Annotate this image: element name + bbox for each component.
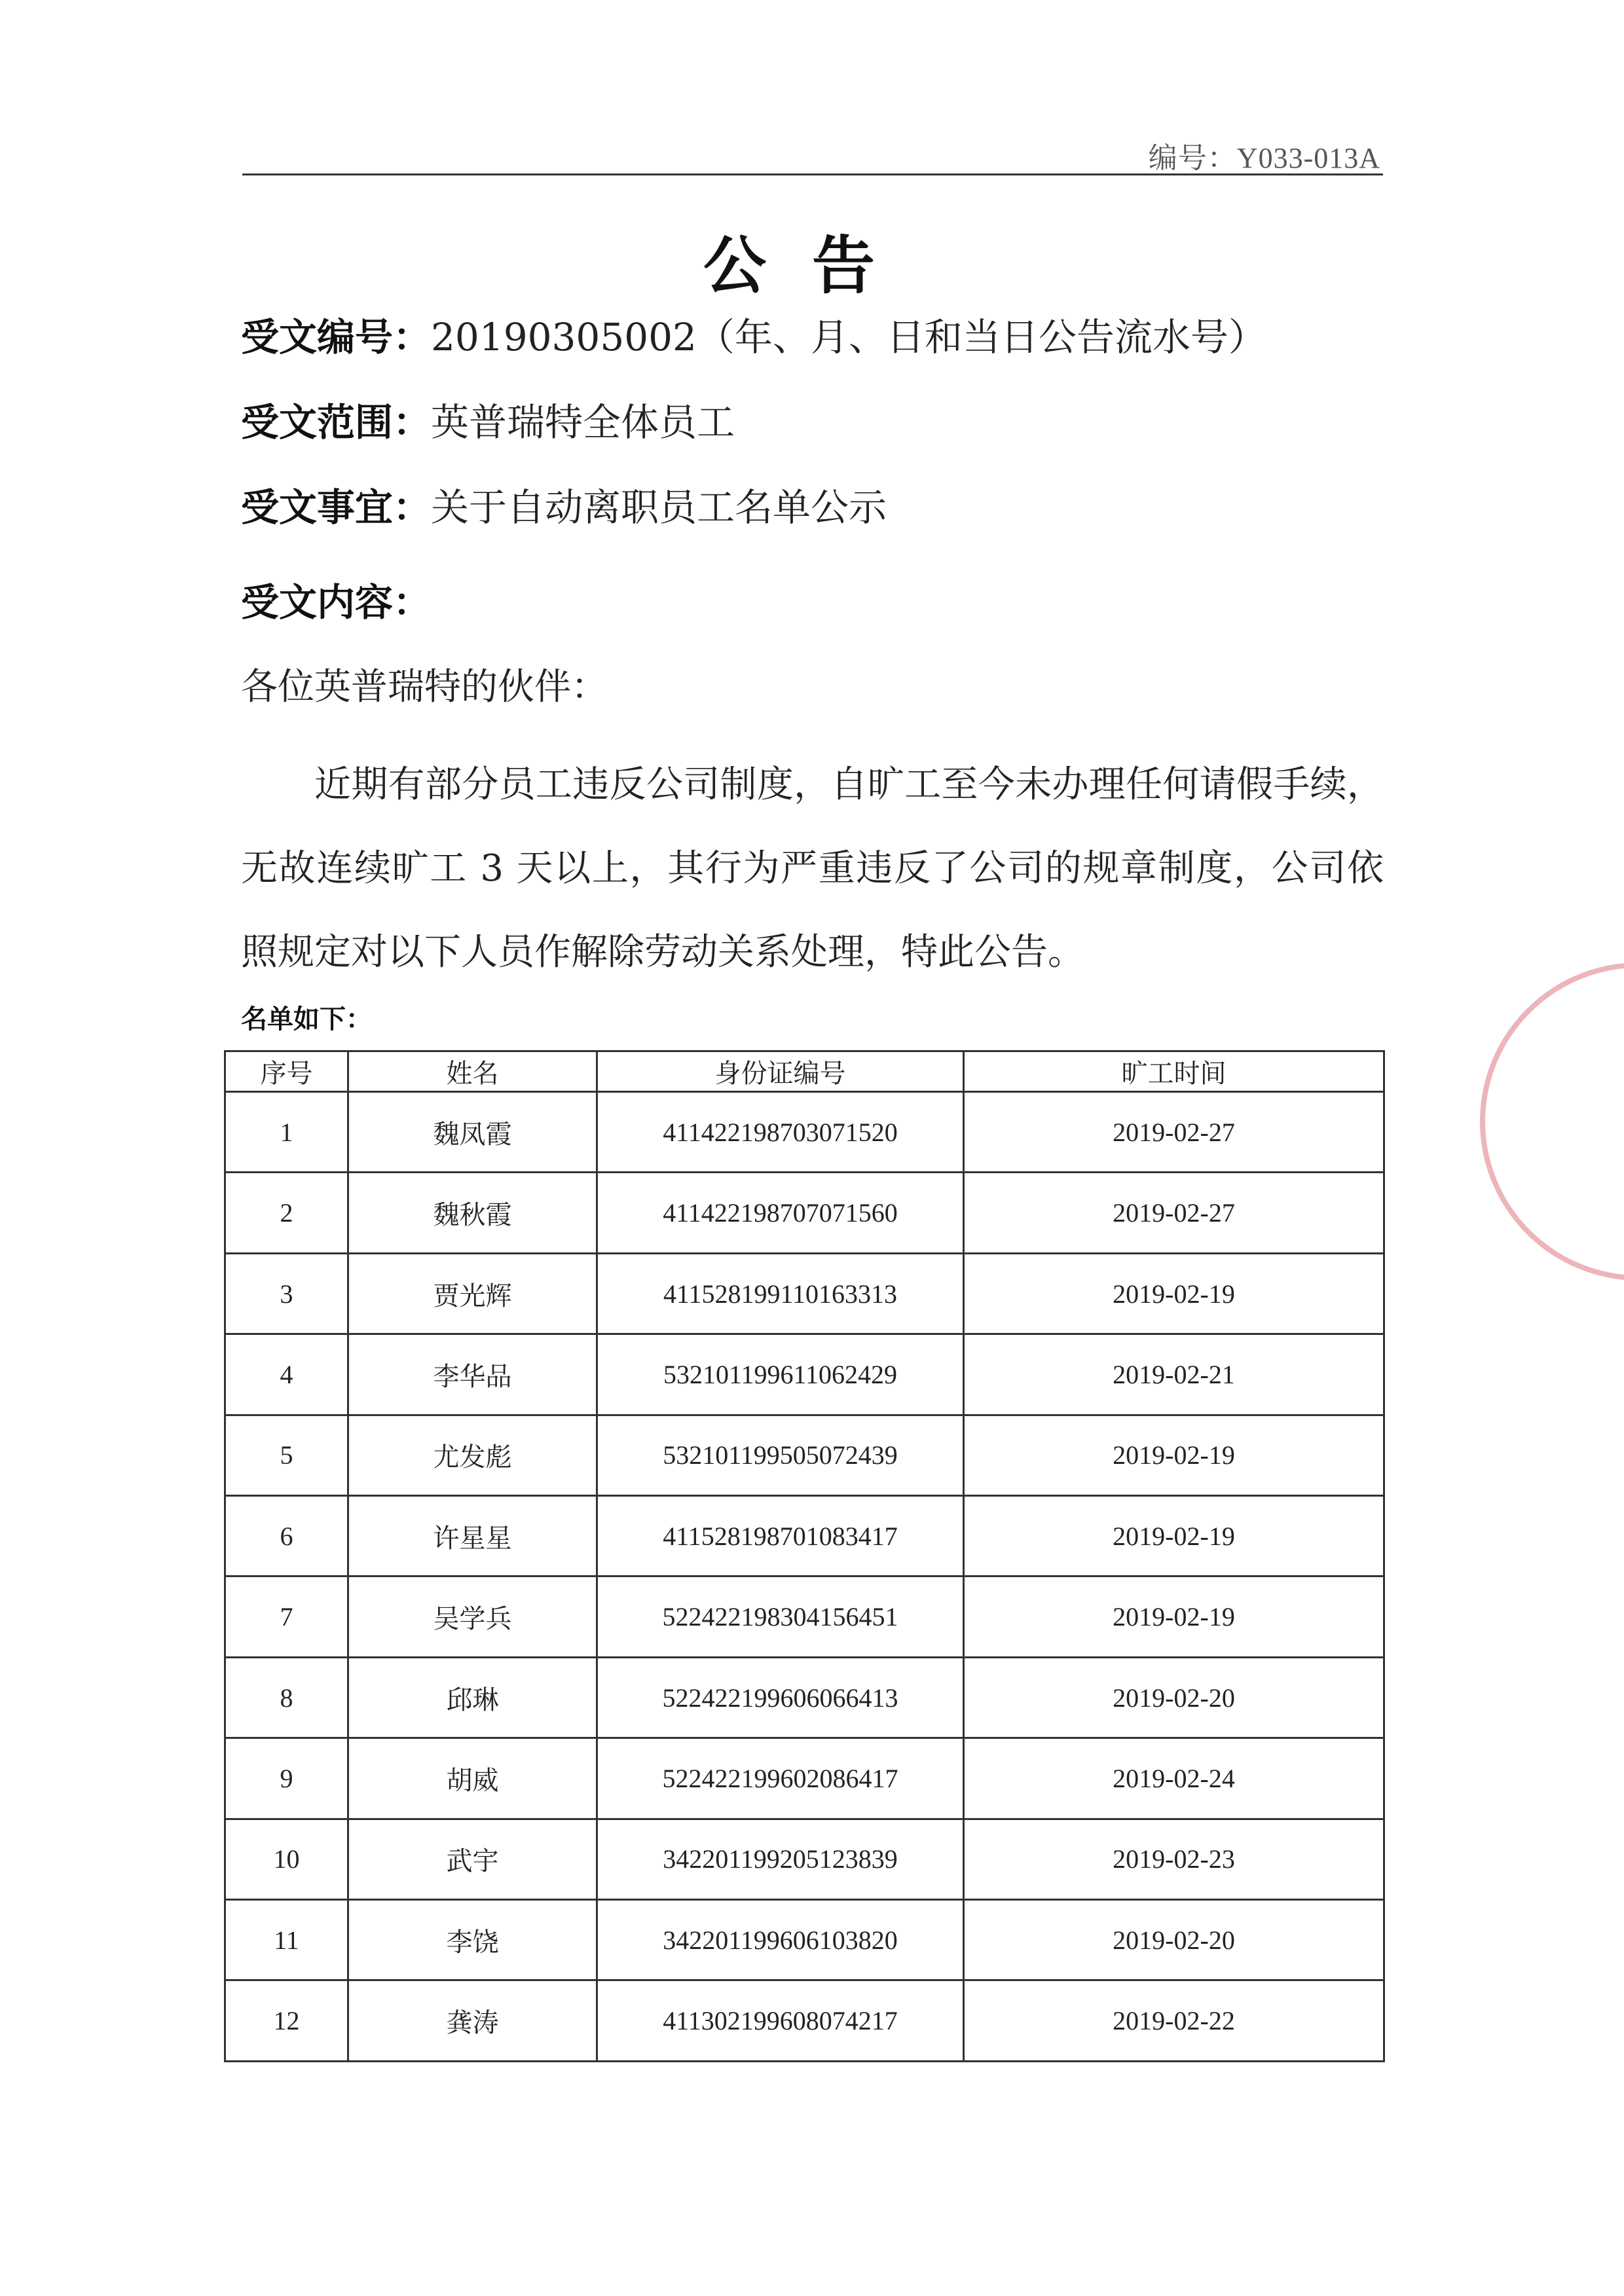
cell-name: 尤发彪 <box>348 1415 597 1495</box>
cell-index: 5 <box>225 1415 348 1495</box>
field-label: 受文内容： <box>241 580 432 625</box>
cell-id-number: 522422199602086417 <box>597 1738 964 1819</box>
cell-id-number: 411422198707071560 <box>597 1173 964 1253</box>
header-index: 序号 <box>225 1051 348 1092</box>
list-caption: 名单如下： <box>241 1004 372 1034</box>
field-label: 受文事宜： <box>241 485 432 530</box>
cell-id-number: 532101199505072439 <box>597 1415 964 1495</box>
field-value: 英普瑞特全体员工 <box>431 400 735 445</box>
cell-index: 6 <box>225 1496 348 1576</box>
cell-absence-date: 2019-02-27 <box>964 1092 1384 1173</box>
cell-index: 11 <box>225 1900 348 1980</box>
cell-id-number: 522422199606066413 <box>597 1657 964 1738</box>
cell-id-number: 411302199608074217 <box>597 1980 964 2062</box>
field-label: 受文编号： <box>241 315 432 359</box>
field-label: 受文范围： <box>241 400 432 445</box>
salutation: 各位英普瑞特的伙伴： <box>241 666 608 708</box>
header-id-number: 身份证编号 <box>597 1051 964 1092</box>
field-value: 20190305002（年、月、日和当日公告流水号） <box>431 315 1266 359</box>
cell-absence-date: 2019-02-27 <box>964 1173 1384 1253</box>
cell-index: 4 <box>225 1334 348 1415</box>
table-row <box>225 1576 1384 1657</box>
cell-id-number: 522422198304156451 <box>597 1576 964 1657</box>
cell-absence-date: 2019-02-19 <box>964 1576 1384 1657</box>
cell-absence-date: 2019-02-19 <box>964 1496 1384 1576</box>
employee-table <box>224 1050 1385 2062</box>
cell-absence-date: 2019-02-19 <box>964 1415 1384 1495</box>
cell-name: 武宇 <box>348 1819 597 1899</box>
field-content <box>241 576 431 629</box>
field-scope <box>241 396 735 448</box>
cell-name: 贾光辉 <box>348 1253 597 1334</box>
cell-absence-date: 2019-02-20 <box>964 1900 1384 1980</box>
header-divider <box>242 173 1383 175</box>
cell-name: 魏秋霞 <box>348 1173 597 1253</box>
cell-index: 7 <box>225 1576 348 1657</box>
table-row <box>225 1900 1384 1980</box>
cell-absence-date: 2019-02-24 <box>964 1738 1384 1819</box>
table-row <box>225 1819 1384 1899</box>
table-row <box>225 1334 1384 1415</box>
cell-name: 李华品 <box>348 1334 597 1415</box>
cell-absence-date: 2019-02-19 <box>964 1253 1384 1334</box>
cell-index: 12 <box>225 1980 348 2062</box>
header-absence-date: 旷工时间 <box>964 1051 1384 1092</box>
table-row <box>225 1657 1384 1738</box>
cell-name: 胡威 <box>348 1738 597 1819</box>
cell-name: 魏凤霞 <box>348 1092 597 1173</box>
cell-absence-date: 2019-02-22 <box>964 1980 1384 2062</box>
company-seal <box>1480 962 1624 1281</box>
field-doc-number <box>241 311 1266 363</box>
cell-id-number: 411528198701083417 <box>597 1496 964 1576</box>
cell-name: 邱琳 <box>348 1657 597 1738</box>
cell-id-number: 411422198703071520 <box>597 1092 964 1173</box>
cell-name: 许星星 <box>348 1496 597 1576</box>
cell-name: 吴学兵 <box>348 1576 597 1657</box>
field-subject <box>241 481 887 534</box>
table-row <box>225 1980 1384 2062</box>
cell-index: 1 <box>225 1092 348 1173</box>
header-name: 姓名 <box>348 1051 597 1092</box>
cell-index: 3 <box>225 1253 348 1334</box>
cell-name: 龚涛 <box>348 1980 597 2062</box>
body-paragraph: 近期有部分员工违反公司制度，自旷工至今未办理任何请假手续，无故连续旷工 3 天以上，其行为严重违反了公司的规章制度，公司依照规定对以下人员作解除劳动关系处理，特此公告。 <box>241 763 1384 974</box>
cell-id-number: 532101199611062429 <box>597 1334 964 1415</box>
table-row <box>225 1253 1384 1334</box>
cell-name: 李饶 <box>348 1900 597 1980</box>
table-row <box>225 1173 1384 1253</box>
cell-id-number: 342201199205123839 <box>597 1819 964 1899</box>
table-row <box>225 1415 1384 1495</box>
field-value: 关于自动离职员工名单公示 <box>431 485 887 530</box>
cell-index: 10 <box>225 1819 348 1899</box>
cell-index: 8 <box>225 1657 348 1738</box>
page-title: 公告 <box>703 229 921 302</box>
document-number: 编号：Y033-013A <box>1148 142 1380 174</box>
cell-index: 2 <box>225 1173 348 1253</box>
cell-absence-date: 2019-02-23 <box>964 1819 1384 1899</box>
cell-id-number: 342201199606103820 <box>597 1900 964 1980</box>
cell-index: 9 <box>225 1738 348 1819</box>
table-row <box>225 1496 1384 1576</box>
table-row <box>225 1738 1384 1819</box>
table-row <box>225 1092 1384 1173</box>
table-header-row <box>225 1051 1384 1092</box>
cell-absence-date: 2019-02-20 <box>964 1657 1384 1738</box>
cell-id-number: 411528199110163313 <box>597 1253 964 1334</box>
cell-absence-date: 2019-02-21 <box>964 1334 1384 1415</box>
